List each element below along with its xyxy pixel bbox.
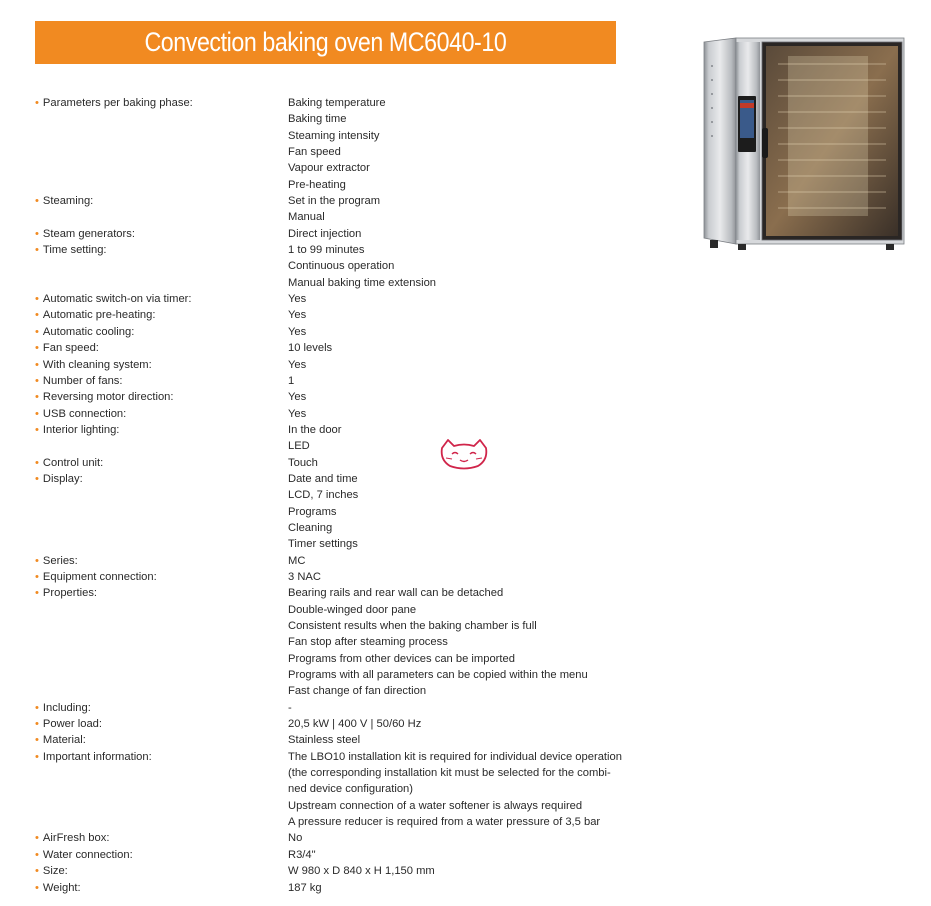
spec-label (35, 373, 288, 389)
bullet-icon: • (35, 750, 39, 763)
spec-label-text: Series: (42, 554, 78, 567)
spec-label-text: Parameters per baking phase: (42, 97, 193, 109)
bullet-icon: • (35, 570, 39, 583)
spec-value: Vapour extractor (288, 162, 370, 175)
spec-label-text: Interior lighting: (42, 423, 120, 436)
bullet-icon: • (35, 325, 39, 338)
spec-label-text: Important information: (42, 750, 152, 763)
spec-label-text: Reversing motor direction: (42, 391, 174, 404)
spec-value: Steaming intensity (288, 129, 380, 142)
spec-values (288, 569, 635, 585)
spec-label (35, 569, 288, 585)
spec-values (288, 95, 635, 193)
spec-value: No (288, 832, 303, 845)
spec-label (35, 242, 288, 291)
spec-value: Programs with all parameters can be copied within the menu (288, 669, 588, 682)
spec-row (35, 569, 635, 585)
bullet-icon: • (35, 865, 39, 878)
spec-value: Yes (288, 293, 307, 306)
spec-label-text: USB connection: (42, 407, 127, 420)
spec-value: Consistent results when the baking chamber is full (288, 620, 537, 632)
spec-label-text: AirFresh box: (42, 832, 110, 845)
spec-values (288, 307, 635, 323)
spec-values (288, 749, 635, 831)
spec-row (35, 422, 635, 455)
spec-value: Upstream connection of a water softener is always required (288, 799, 583, 812)
spec-label (35, 389, 288, 405)
spec-values (288, 357, 635, 373)
bullet-icon: • (35, 423, 39, 436)
spec-value: Yes (288, 407, 307, 420)
bullet-icon: • (35, 472, 39, 485)
spec-label (35, 749, 288, 831)
spec-label-text: Automatic pre-heating: (42, 309, 156, 322)
spec-label-text: Water connection: (42, 848, 133, 861)
spec-row (35, 242, 635, 291)
bullet-icon: • (35, 848, 39, 861)
spec-value: In the door (288, 423, 342, 436)
spec-value: Fan speed (288, 146, 341, 159)
spec-label (35, 585, 288, 699)
spec-value: LED (288, 440, 310, 453)
spec-value: The LBO10 installation kit is required for individual device operation (288, 750, 622, 763)
convection-oven-photo (700, 36, 908, 254)
spec-value: Double-winged door pane (288, 603, 417, 616)
spec-row (35, 226, 635, 242)
spec-label-text: Steaming: (42, 195, 94, 208)
spec-values (288, 847, 635, 863)
spec-values (288, 193, 635, 226)
spec-label (35, 422, 288, 455)
bullet-icon: • (35, 391, 39, 404)
bullet-icon: • (35, 554, 39, 567)
spec-row (35, 847, 635, 863)
spec-value: Pre-heating (288, 178, 346, 191)
spec-value: Yes (288, 358, 307, 371)
bullet-icon: • (35, 358, 39, 371)
spec-value: ned device configuration) (288, 783, 414, 796)
spec-value: Continuous operation (288, 260, 395, 273)
spec-row (35, 830, 635, 846)
spec-value: 3 NAC (288, 570, 321, 583)
spec-row (35, 357, 635, 373)
spec-value: 10 levels (288, 342, 333, 355)
spec-row (35, 340, 635, 356)
spec-label (35, 847, 288, 863)
spec-values (288, 880, 635, 896)
spec-values (288, 732, 635, 748)
spec-values (288, 585, 635, 699)
spec-label-text: Number of fans: (42, 374, 123, 387)
spec-row (35, 193, 635, 226)
bullet-icon: • (35, 244, 39, 257)
spec-row (35, 716, 635, 732)
bullet-icon: • (35, 374, 39, 387)
spec-value: Stainless steel (288, 734, 361, 747)
title-banner (35, 21, 616, 64)
spec-row (35, 471, 635, 553)
spec-row (35, 95, 635, 193)
spec-value: Programs from other devices can be imported (288, 652, 515, 665)
bullet-icon: • (35, 293, 39, 306)
spec-row (35, 291, 635, 307)
spec-label-text: Equipment connection: (42, 570, 157, 583)
spec-label (35, 357, 288, 373)
spec-label (35, 95, 288, 193)
spec-label-text: Including: (42, 701, 91, 714)
spec-label-text: Steam generators: (42, 227, 135, 240)
spec-row (35, 732, 635, 748)
spec-row (35, 880, 635, 896)
page-title: Convection baking oven MC6040-10 (144, 27, 507, 57)
spec-value: Yes (288, 325, 307, 338)
spec-values (288, 406, 635, 422)
spec-value: - (288, 701, 292, 714)
bullet-icon: • (35, 309, 39, 322)
spec-label-text: Control unit: (42, 456, 104, 469)
bullet-icon: • (35, 701, 39, 714)
spec-label (35, 880, 288, 896)
spec-label (35, 307, 288, 323)
spec-value: Bearing rails and rear wall can be detached (288, 587, 504, 600)
spec-value: Yes (288, 391, 307, 404)
spec-label-text: Automatic cooling: (42, 325, 135, 338)
spec-label-text: Display: (42, 472, 83, 485)
spec-value: Touch (288, 456, 318, 469)
spec-label (35, 291, 288, 307)
spec-value: 20,5 kW | 400 V | 50/60 Hz (288, 718, 422, 731)
spec-value: Manual baking time extension (288, 276, 437, 289)
spec-list (35, 95, 635, 896)
spec-value: (the corresponding installation kit must be selected for the combi- (288, 767, 611, 780)
spec-label (35, 732, 288, 748)
bullet-icon: • (35, 832, 39, 845)
spec-label-text: Properties: (42, 587, 98, 600)
spec-value: Baking temperature (288, 97, 386, 109)
spec-label-text: With cleaning system: (42, 358, 152, 371)
spec-label-text: Fan speed: (42, 342, 99, 355)
spec-value: Baking time (288, 113, 347, 126)
spec-value: A pressure reducer is required from a water pressure of 3,5 bar (288, 816, 601, 829)
spec-row (35, 700, 635, 716)
spec-label-text: Automatic switch-on via timer: (42, 293, 192, 306)
spec-label (35, 340, 288, 356)
spec-row (35, 406, 635, 422)
spec-label-text: Power load: (42, 718, 103, 731)
spec-label (35, 193, 288, 226)
spec-row (35, 373, 635, 389)
spec-label (35, 553, 288, 569)
spec-label (35, 226, 288, 242)
spec-values (288, 716, 635, 732)
spec-value: Manual (288, 211, 325, 224)
spec-value: R3/4" (288, 848, 316, 861)
spec-row (35, 749, 635, 831)
bullet-icon: • (35, 97, 39, 109)
bullet-icon: • (35, 407, 39, 420)
spec-row (35, 324, 635, 340)
spec-label-text: Weight: (42, 881, 81, 894)
spec-label (35, 716, 288, 732)
spec-values (288, 340, 635, 356)
spec-values (288, 291, 635, 307)
spec-value: Set in the program (288, 195, 381, 208)
spec-row (35, 307, 635, 323)
spec-values (288, 324, 635, 340)
spec-label-text: Material: (42, 734, 86, 747)
spec-value: Date and time (288, 472, 358, 485)
spec-values (288, 863, 635, 879)
spec-value: 1 to 99 minutes (288, 244, 365, 257)
bullet-icon: • (35, 195, 39, 208)
spec-value: 187 kg (288, 881, 322, 894)
spec-values (288, 242, 635, 291)
spec-value: MC (288, 554, 306, 567)
spec-values (288, 389, 635, 405)
bullet-icon: • (35, 881, 39, 894)
spec-value: Fast change of fan direction (288, 685, 427, 698)
bullet-icon: • (35, 718, 39, 731)
spec-label (35, 455, 288, 471)
spec-row (35, 455, 635, 471)
spec-values (288, 830, 635, 846)
spec-label (35, 324, 288, 340)
spec-row (35, 863, 635, 879)
bullet-icon: • (35, 342, 39, 355)
spec-value: 1 (288, 374, 295, 387)
spec-row (35, 585, 635, 699)
spec-value: W 980 x D 840 x H 1,150 mm (288, 865, 435, 878)
spec-value: LCD, 7 inches (288, 489, 359, 502)
spec-label (35, 700, 288, 716)
bullet-icon: • (35, 587, 39, 600)
spec-label-text: Size: (42, 865, 68, 878)
spec-label (35, 830, 288, 846)
spec-label-text: Time setting: (42, 244, 107, 257)
bullet-icon: • (35, 456, 39, 469)
spec-values (288, 553, 635, 569)
spec-label (35, 471, 288, 553)
spec-value: Timer settings (288, 538, 358, 551)
spec-label (35, 406, 288, 422)
spec-value: Fan stop after steaming process (288, 636, 448, 649)
cat-logo-icon (438, 438, 490, 470)
spec-value: Yes (288, 309, 307, 322)
spec-values (288, 471, 635, 553)
spec-values (288, 226, 635, 242)
bullet-icon: • (35, 227, 39, 240)
spec-value: Direct injection (288, 227, 362, 240)
spec-value: Cleaning (288, 521, 333, 534)
spec-label (35, 863, 288, 879)
spec-value: Programs (288, 505, 337, 518)
bullet-icon: • (35, 734, 39, 747)
spec-row (35, 389, 635, 405)
spec-values (288, 700, 635, 716)
spec-values (288, 373, 635, 389)
spec-row (35, 553, 635, 569)
